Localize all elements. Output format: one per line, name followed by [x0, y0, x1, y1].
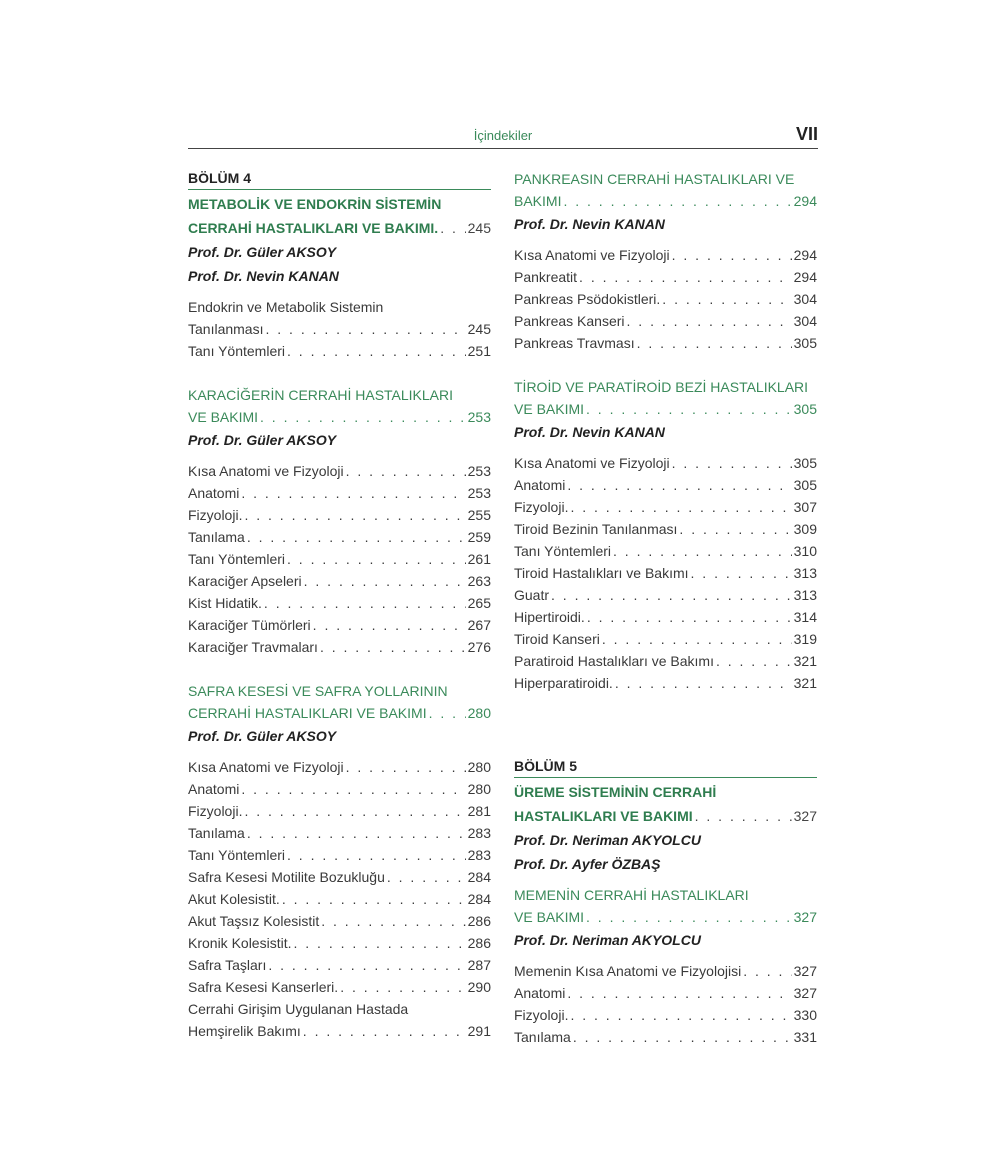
- dot-leader: [287, 844, 466, 866]
- toc-entry-title: Tiroid Bezinin Tanılanması: [514, 521, 678, 537]
- toc-entry-text: Cerrahi Girişim Uygulanan Hastada: [188, 1001, 409, 1017]
- toc-entry[interactable]: [188, 570, 491, 592]
- dot-leader: [679, 518, 791, 540]
- bolum-4-label: BÖLÜM 4: [188, 168, 491, 190]
- toc-entry[interactable]: [188, 844, 491, 866]
- dot-leader: [570, 496, 791, 518]
- toc-entry-page: 276: [467, 639, 491, 655]
- toc-entry-title: Kısa Anatomi ve Fizyoloji: [514, 247, 670, 263]
- toc-entry[interactable]: [188, 778, 491, 800]
- toc-entry-title: Tanı Yöntemleri: [188, 551, 286, 567]
- toc-entry-page: 286: [467, 935, 491, 951]
- toc-entry-page: 253: [467, 485, 491, 501]
- toc-entry[interactable]: [188, 548, 491, 570]
- toc-entry[interactable]: [188, 822, 491, 844]
- toc-entry-page: 290: [467, 979, 491, 995]
- dot-leader: [672, 244, 792, 266]
- toc-entry[interactable]: [188, 888, 491, 910]
- toc-entry-title: Kısa Anatomi ve Fizyoloji: [188, 463, 344, 479]
- toc-entry-page: 331: [793, 1029, 817, 1045]
- toc-entry-title: Anatomi: [514, 985, 566, 1001]
- dot-leader: [387, 866, 466, 888]
- toc-entry[interactable]: [188, 460, 491, 482]
- dot-leader: [244, 800, 465, 822]
- toc-entry[interactable]: [188, 866, 491, 888]
- toc-entry-page: 330: [793, 1007, 817, 1023]
- toc-entry-page: 310: [793, 543, 817, 559]
- toc-entry[interactable]: [188, 482, 491, 504]
- dot-leader: [247, 526, 466, 548]
- toc-entry-title: Memenin Kısa Anatomi ve Fizyolojisi: [514, 963, 742, 979]
- section-safra-entries: [188, 756, 491, 998]
- toc-entry[interactable]: [514, 288, 817, 310]
- dot-leader: [287, 340, 466, 362]
- toc-entry[interactable]: Hemşirelik Bakımı . . . 291: [188, 1020, 491, 1042]
- dot-leader: [672, 452, 792, 474]
- toc-entry-page: 327: [793, 985, 817, 1001]
- toc-entry-page: 267: [467, 617, 491, 633]
- dot-leader: [247, 822, 466, 844]
- toc-entry-title: Hiperparatiroidi.: [514, 675, 613, 691]
- toc-entry[interactable]: [514, 452, 817, 474]
- dot-leader: [304, 570, 466, 592]
- toc-entry[interactable]: [188, 954, 491, 976]
- dot-leader: [268, 954, 465, 976]
- toc-entry-page: 283: [467, 847, 491, 863]
- toc-entry-title: Karaciğer Tümörleri: [188, 617, 311, 633]
- section-tiroid-title-line2[interactable]: VE BAKIMI . . . 305: [514, 398, 817, 420]
- toc-entry-title: Tanılama: [188, 825, 245, 841]
- page-number: VII: [795, 124, 818, 144]
- toc-entry-page: 245: [467, 321, 491, 337]
- toc-entry[interactable]: [514, 474, 817, 496]
- toc-entry-page: 280: [467, 781, 491, 797]
- toc-entry-title: Akut Kolesistit.: [188, 891, 280, 907]
- section-safra-author: Prof. Dr. Güler AKSOY: [188, 728, 337, 744]
- chapter-5-title-line1: ÜREME SİSTEMİNİN CERRAHİ: [514, 784, 717, 800]
- section-safra-title-line2[interactable]: CERRAHİ HASTALIKLARI VE BAKIMI . . . 280: [188, 702, 491, 724]
- section-karaciger-title-line1: KARACİĞERİN CERRAHİ HASTALIKLARI: [188, 387, 454, 403]
- toc-entry-title: Tanılama: [514, 1029, 571, 1045]
- dot-leader: [587, 606, 792, 628]
- dot-leader: [282, 888, 466, 910]
- section-karaciger-title-line2[interactable]: VE BAKIMI . . . 253: [188, 406, 491, 428]
- chapter-5-author-2: Prof. Dr. Ayfer ÖZBAŞ: [514, 856, 661, 872]
- toc-entry-page: 287: [467, 957, 491, 973]
- chapter-5-author-1: Prof. Dr. Neriman AKYOLCU: [514, 832, 701, 848]
- toc-entry-title: Fizyoloji.: [514, 1007, 569, 1023]
- toc-entry-page: 304: [793, 313, 817, 329]
- chapter-4-title-line1: METABOLİK VE ENDOKRİN SİSTEMİN: [188, 196, 442, 212]
- dot-leader: [613, 540, 792, 562]
- toc-entry-title: Tanılanması: [188, 321, 264, 337]
- toc-entry-page: 281: [467, 803, 491, 819]
- dot-leader: [662, 288, 791, 310]
- toc-entry-page: 284: [467, 891, 491, 907]
- header-title: İçindekiler: [473, 128, 533, 143]
- toc-entry-page: 314: [793, 609, 817, 625]
- toc-entry-page: 263: [467, 573, 491, 589]
- toc-entry-title: Tanı Yöntemleri: [188, 343, 286, 359]
- toc-entry-title: Fizyoloji.: [188, 507, 243, 523]
- chapter-4-author-2: Prof. Dr. Nevin KANAN: [188, 268, 339, 284]
- dot-leader: [241, 778, 465, 800]
- dot-leader: [691, 562, 792, 584]
- toc-entry-title: Safra Kesesi Kanserleri.: [188, 979, 339, 995]
- toc-entry[interactable]: [188, 932, 491, 954]
- dot-leader: [241, 482, 465, 504]
- toc-right-column: [514, 168, 817, 1048]
- toc-entry-title: Kist Hidatik.: [188, 595, 262, 611]
- toc-entry-title: Anatomi: [188, 781, 240, 797]
- toc-entry[interactable]: [188, 976, 491, 998]
- toc-entry[interactable]: [514, 1026, 817, 1048]
- toc-entry-page: 283: [467, 825, 491, 841]
- toc-entry-page: 307: [793, 499, 817, 515]
- toc-entry[interactable]: [514, 310, 817, 332]
- toc-entry-page: 305: [793, 477, 817, 493]
- toc-entry[interactable]: [514, 244, 817, 266]
- toc-entry-title: Tiroid Kanseri: [514, 631, 600, 647]
- toc-entry-title: Tanılama: [188, 529, 245, 545]
- toc-entry-page: 251: [467, 343, 491, 359]
- toc-entry-page: 327: [793, 963, 817, 979]
- toc-entry[interactable]: [188, 526, 491, 548]
- toc-entry-page: 261: [467, 551, 491, 567]
- dot-leader: [264, 592, 466, 614]
- section-meme-title-line1: MEMENİN CERRAHİ HASTALIKLARI: [514, 887, 749, 903]
- dot-leader: [743, 960, 791, 982]
- toc-entry[interactable]: [514, 518, 817, 540]
- section-meme-author: Prof. Dr. Neriman AKYOLCU: [514, 932, 701, 948]
- toc-entry-title: Fizyoloji.: [514, 499, 569, 515]
- toc-left-column: [188, 168, 491, 1042]
- toc-entry-title: Kısa Anatomi ve Fizyoloji: [514, 455, 670, 471]
- dot-leader: [627, 310, 792, 332]
- toc-entry-page: 313: [793, 587, 817, 603]
- toc-entry[interactable]: [514, 982, 817, 1004]
- toc-entry-title: Pankreas Psödokistleri.: [514, 291, 661, 307]
- toc-entry-page: 313: [793, 565, 817, 581]
- toc-entry-title: Tanı Yöntemleri: [514, 543, 612, 559]
- section-meme-entries: [514, 960, 817, 1048]
- toc-entry-title: Pankreas Travması: [514, 335, 635, 351]
- toc-entry[interactable]: [188, 800, 491, 822]
- toc-entry-title: Akut Taşsız Kolesistit: [188, 913, 320, 929]
- toc-entry-title: Pankreas Kanseri: [514, 313, 625, 329]
- dot-leader: [321, 910, 465, 932]
- toc-entry-page: 319: [793, 631, 817, 647]
- toc-entry-page: 255: [467, 507, 491, 523]
- section-pankreas-entries: [514, 244, 817, 354]
- dot-leader: [313, 614, 466, 636]
- toc-entry-title: Hipertiroidi.: [514, 609, 585, 625]
- toc-entry[interactable]: [514, 496, 817, 518]
- toc-entry[interactable]: [514, 650, 817, 672]
- toc-entry[interactable]: [514, 606, 817, 628]
- dot-leader: [567, 982, 791, 1004]
- dot-leader: [573, 1026, 792, 1048]
- toc-entry-page: 259: [467, 529, 491, 545]
- toc-entry-title: Safra Kesesi Motilite Bozukluğu: [188, 869, 385, 885]
- dot-leader: [244, 504, 465, 526]
- toc-entry-page: 294: [793, 269, 817, 285]
- dot-leader: [551, 584, 792, 606]
- toc-entry-page: 286: [467, 913, 491, 929]
- toc-entry-title: Kısa Anatomi ve Fizyoloji: [188, 759, 344, 775]
- toc-entry-page: 294: [793, 247, 817, 263]
- toc-entry-page: 304: [793, 291, 817, 307]
- toc-entry[interactable]: [188, 592, 491, 614]
- toc-entry-page: 265: [467, 595, 491, 611]
- toc-entry-page: 280: [467, 759, 491, 775]
- toc-entry[interactable]: [188, 636, 491, 658]
- bolum-5-label: BÖLÜM 5: [514, 756, 817, 778]
- toc-entry-page: 305: [793, 455, 817, 471]
- toc-entry-title: Pankreatit: [514, 269, 578, 285]
- section-pankreas-author: Prof. Dr. Nevin KANAN: [514, 216, 665, 232]
- dot-leader: [579, 266, 792, 288]
- section-pankreas-title-line1: PANKREASIN CERRAHİ HASTALIKLARI VE: [514, 171, 795, 187]
- toc-entry-title: Anatomi: [188, 485, 240, 501]
- toc-entry-title: Karaciğer Apseleri: [188, 573, 302, 589]
- dot-leader: [567, 474, 791, 496]
- dot-leader: [265, 318, 465, 340]
- chapter-4-title-line2[interactable]: CERRAHİ HASTALIKLARI VE BAKIMI. . . . 245: [188, 216, 491, 240]
- dot-leader: [570, 1004, 791, 1026]
- dot-leader: [320, 636, 466, 658]
- toc-entry[interactable]: [514, 628, 817, 650]
- toc-entry-page: 321: [793, 675, 817, 691]
- toc-entry-page: 253: [467, 463, 491, 479]
- toc-entry-title: Paratiroid Hastalıkları ve Bakımı: [514, 653, 714, 669]
- dot-leader: [637, 332, 792, 354]
- dot-leader: [346, 460, 466, 482]
- section-tiroid-title-line1: TİROİD VE PARATİROİD BEZİ HASTALIKLARI: [514, 379, 809, 395]
- toc-entry[interactable]: [188, 614, 491, 636]
- dot-leader: [716, 650, 792, 672]
- toc-entry-title: Fizyoloji.: [188, 803, 243, 819]
- toc-entry-page: 309: [793, 521, 817, 537]
- toc-entry-title: Guatr: [514, 587, 550, 603]
- toc-entry[interactable]: [188, 756, 491, 778]
- section-meme-title-line2[interactable]: VE BAKIMI . . . 327: [514, 906, 817, 928]
- dot-leader: [615, 672, 792, 694]
- toc-entry-text: Endokrin ve Metabolik Sistemin: [188, 299, 384, 315]
- dot-leader: [340, 976, 465, 998]
- chapter-4-author-1: Prof. Dr. Güler AKSOY: [188, 244, 337, 260]
- toc-entry-page: 305: [793, 335, 817, 351]
- toc-entry[interactable]: [514, 266, 817, 288]
- intro-entries: [188, 318, 491, 362]
- toc-entry[interactable]: [188, 340, 491, 362]
- toc-entry-page: 284: [467, 869, 491, 885]
- toc-entry[interactable]: [188, 318, 491, 340]
- toc-entry-title: Karaciğer Travmaları: [188, 639, 318, 655]
- section-tiroid-entries: [514, 452, 817, 694]
- dot-leader: [346, 756, 466, 778]
- toc-entry[interactable]: [514, 672, 817, 694]
- toc-entry-page: 321: [793, 653, 817, 669]
- toc-entry[interactable]: [514, 1004, 817, 1026]
- chapter-5-title-line2[interactable]: HASTALIKLARI VE BAKIMI . . . 327: [514, 804, 817, 828]
- toc-entry-title: Safra Taşları: [188, 957, 267, 973]
- toc-entry[interactable]: [514, 960, 817, 982]
- section-pankreas-title-line2[interactable]: BAKIMI . . . 294: [514, 190, 817, 212]
- toc-entry[interactable]: [188, 910, 491, 932]
- toc-entry[interactable]: [514, 540, 817, 562]
- page-header: [188, 124, 818, 149]
- section-tiroid-author: Prof. Dr. Nevin KANAN: [514, 424, 665, 440]
- section-karaciger-author: Prof. Dr. Güler AKSOY: [188, 432, 337, 448]
- toc-entry-title: Anatomi: [514, 477, 566, 493]
- toc-entry[interactable]: [514, 584, 817, 606]
- section-safra-title-line1: SAFRA KESESİ VE SAFRA YOLLARININ: [188, 683, 448, 699]
- toc-entry-title: Kronik Kolesistit.: [188, 935, 292, 951]
- toc-entry[interactable]: [514, 332, 817, 354]
- dot-leader: [293, 932, 465, 954]
- section-karaciger-entries: [188, 460, 491, 658]
- toc-entry-title: Tanı Yöntemleri: [188, 847, 286, 863]
- toc-entry[interactable]: [514, 562, 817, 584]
- dot-leader: [602, 628, 792, 650]
- toc-entry[interactable]: [188, 504, 491, 526]
- toc-entry-title: Tiroid Hastalıkları ve Bakımı: [514, 565, 689, 581]
- dot-leader: [287, 548, 466, 570]
